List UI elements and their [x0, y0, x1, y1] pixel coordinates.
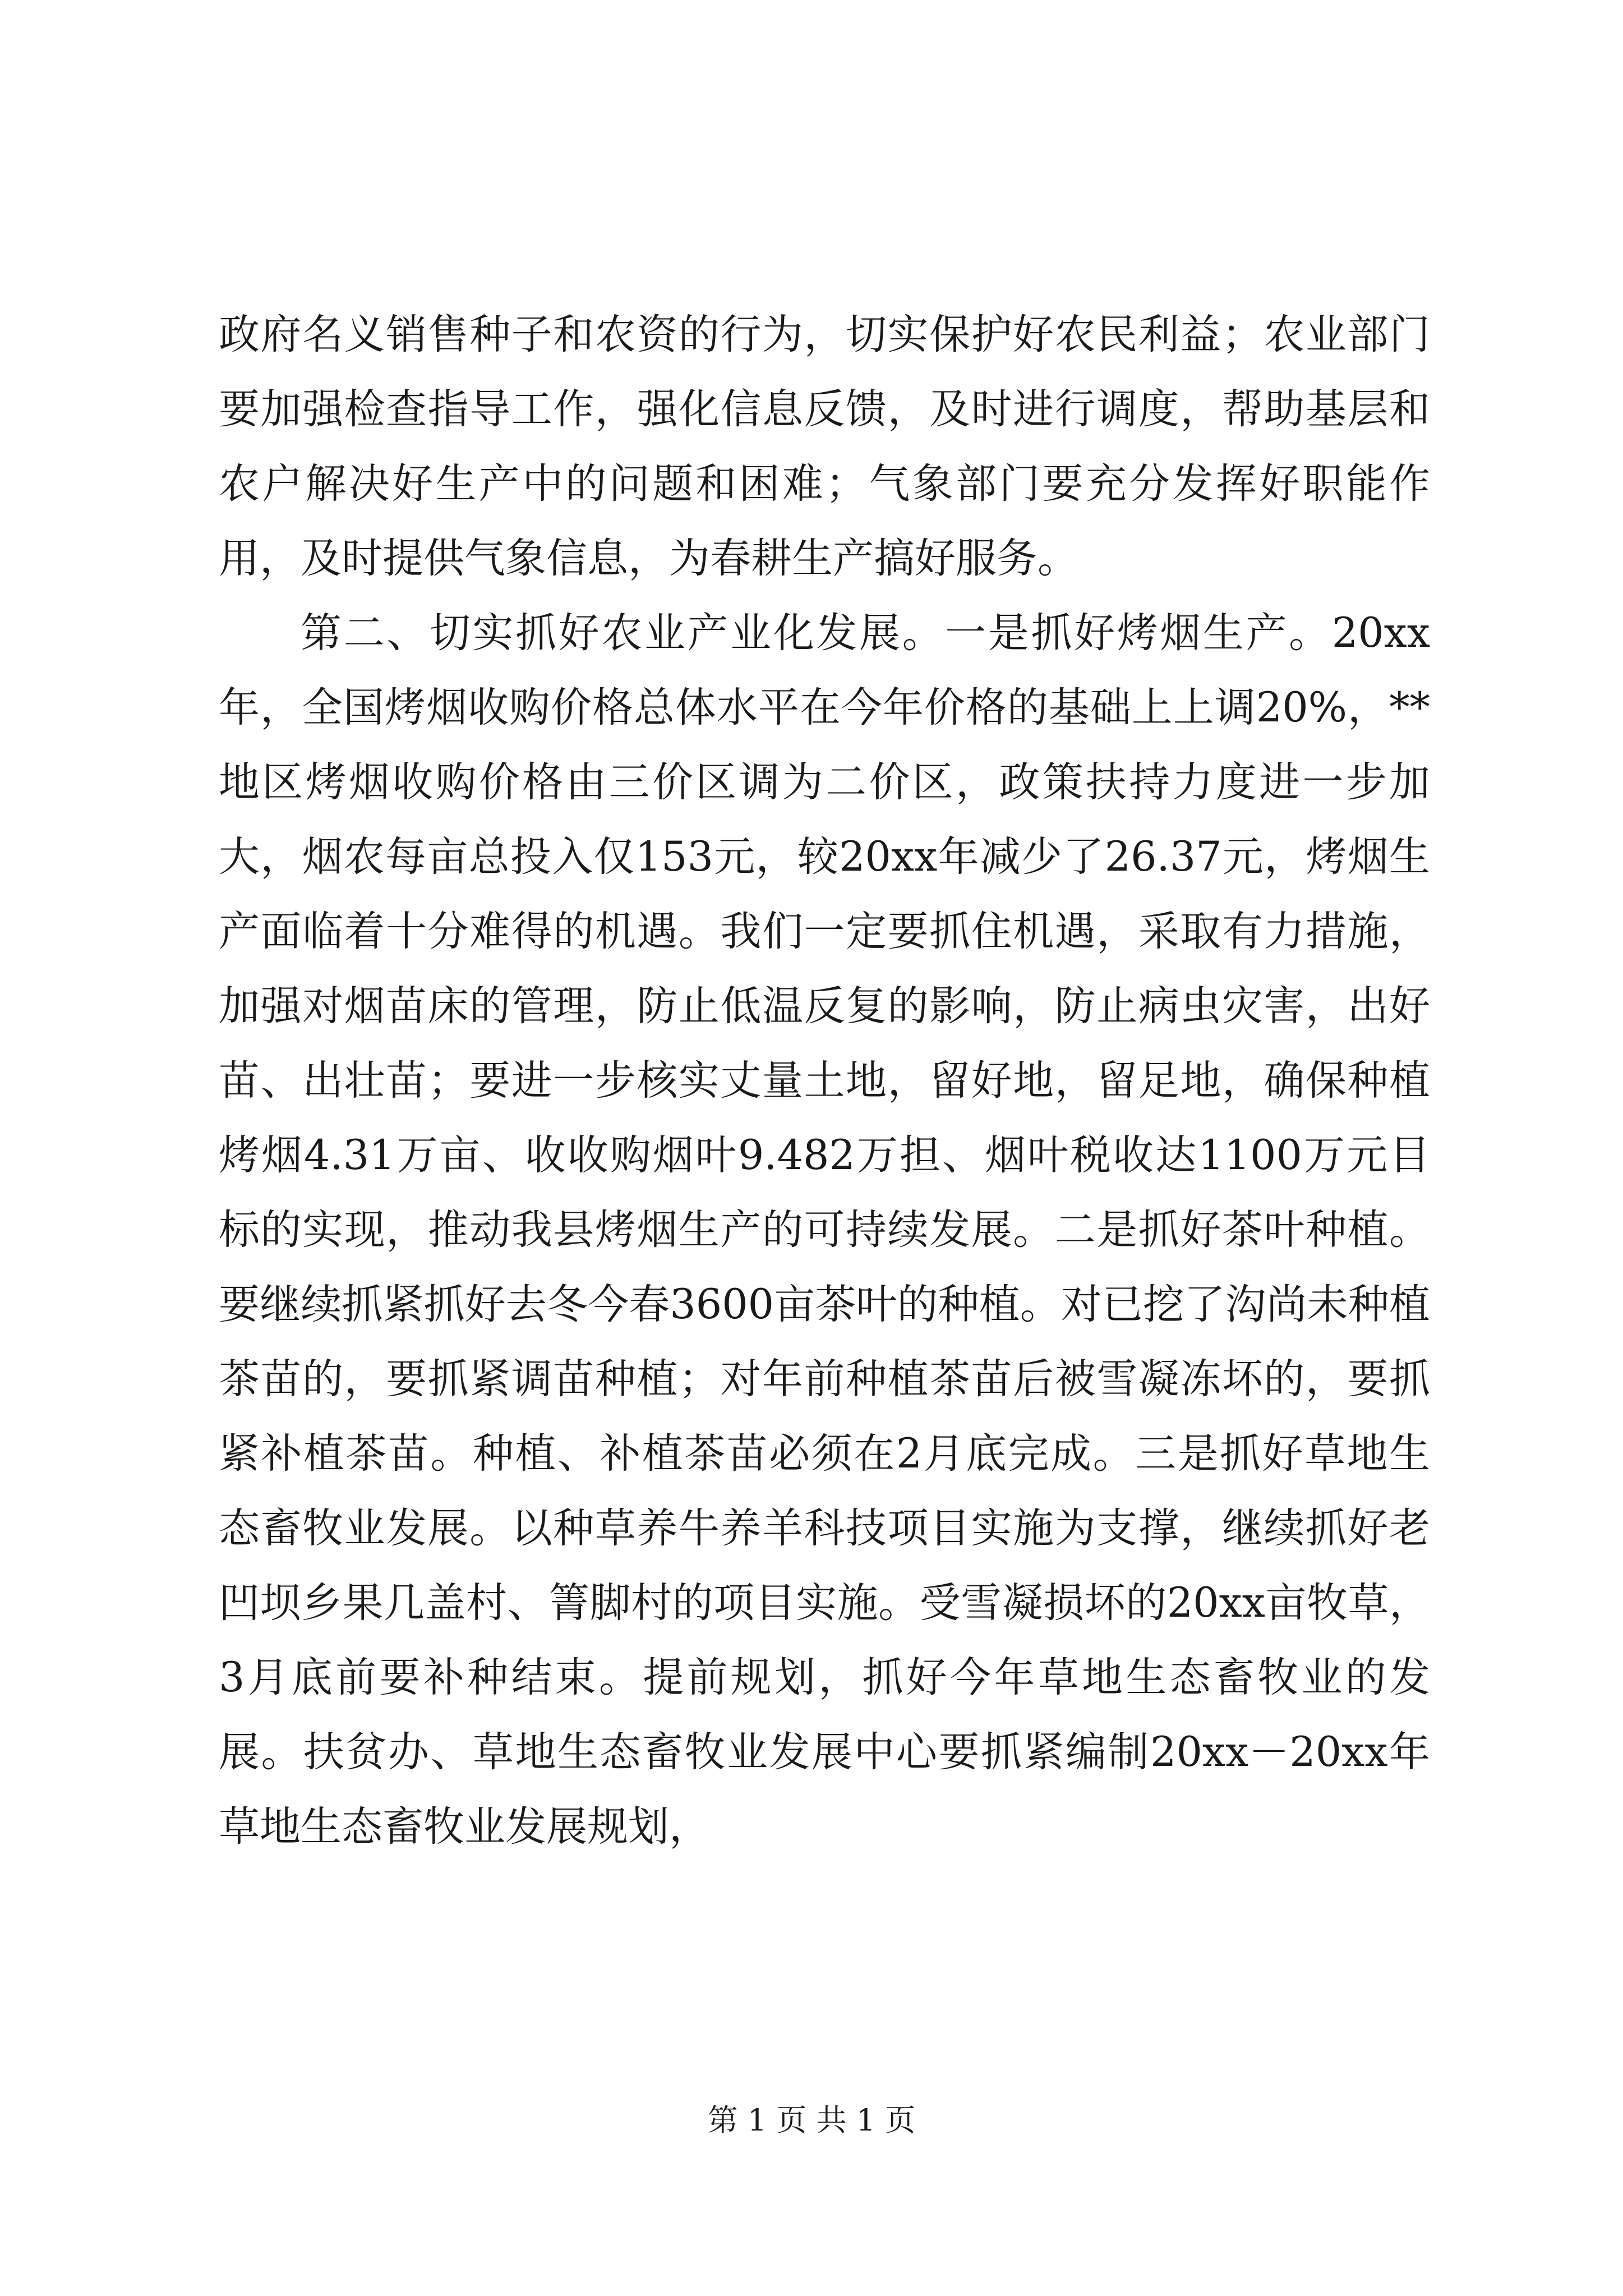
paragraph-1: 政府名义销售种子和农资的行为，切实保护好农民利益；农业部门要加强检查指导工作，强化信息反馈，及时进行调度，帮助基层和农户解决好生产中的问题和困难；气象部门要充分发挥好职能作用，及时提供气象信息，为春耕生产搞好服务。: [219, 311, 1430, 582]
paragraph-2: 第二、切实抓好农业产业化发展。一是抓好烤烟生产。20xx年，全国烤烟收购价格总体水平在今年价格的基础上上调20%，**地区烤烟收购价格由三价区调为二价区，政策扶持力度进一步加大，烟农每亩总投入仅153元，较20xx年减少了26.37元，烤烟生产面临着十分难得的机遇。我们一定要抓住机遇，采取有力措施，加强对烟苗床的管理，防止低温反复的影响，防止病虫灾害，出好苗、出壮苗；要进一步核实丈量土地，留好地，留足地，确保种植烤烟4.31万亩、收收购烟叶9.482万担、烟叶税收达1100万元目标的实现，推动我县烤烟生产的可持续发展。二是抓好茶叶种植。要继续抓紧抓好去冬今春3600亩茶叶的种植。对已挖了沟尚未种植茶苗的，要抓紧调苗种植；对年前种植茶苗后被雪凝冻坏的，要抓紧补植茶苗。种植、补植茶苗必须在2月底完成。三是抓好草地生态畜牧业发展。以种草养牛养羊科技项目实施为支撑，继续抓好老凹坝乡果几盖村、箐脚村的项目实施。受雪凝损坏的20xx亩牧草，3月底前要补种结束。提前规划，抓好今年草地生态畜牧业的发展。扶贫办、草地生态畜牧业发展中心要抓紧编制20xx－20xx年草地生态畜牧业发展规划，: [219, 609, 1430, 1851]
document-body: [219, 297, 1430, 1864]
page-number-footer: 第 1 页 共 1 页: [707, 2102, 916, 2138]
